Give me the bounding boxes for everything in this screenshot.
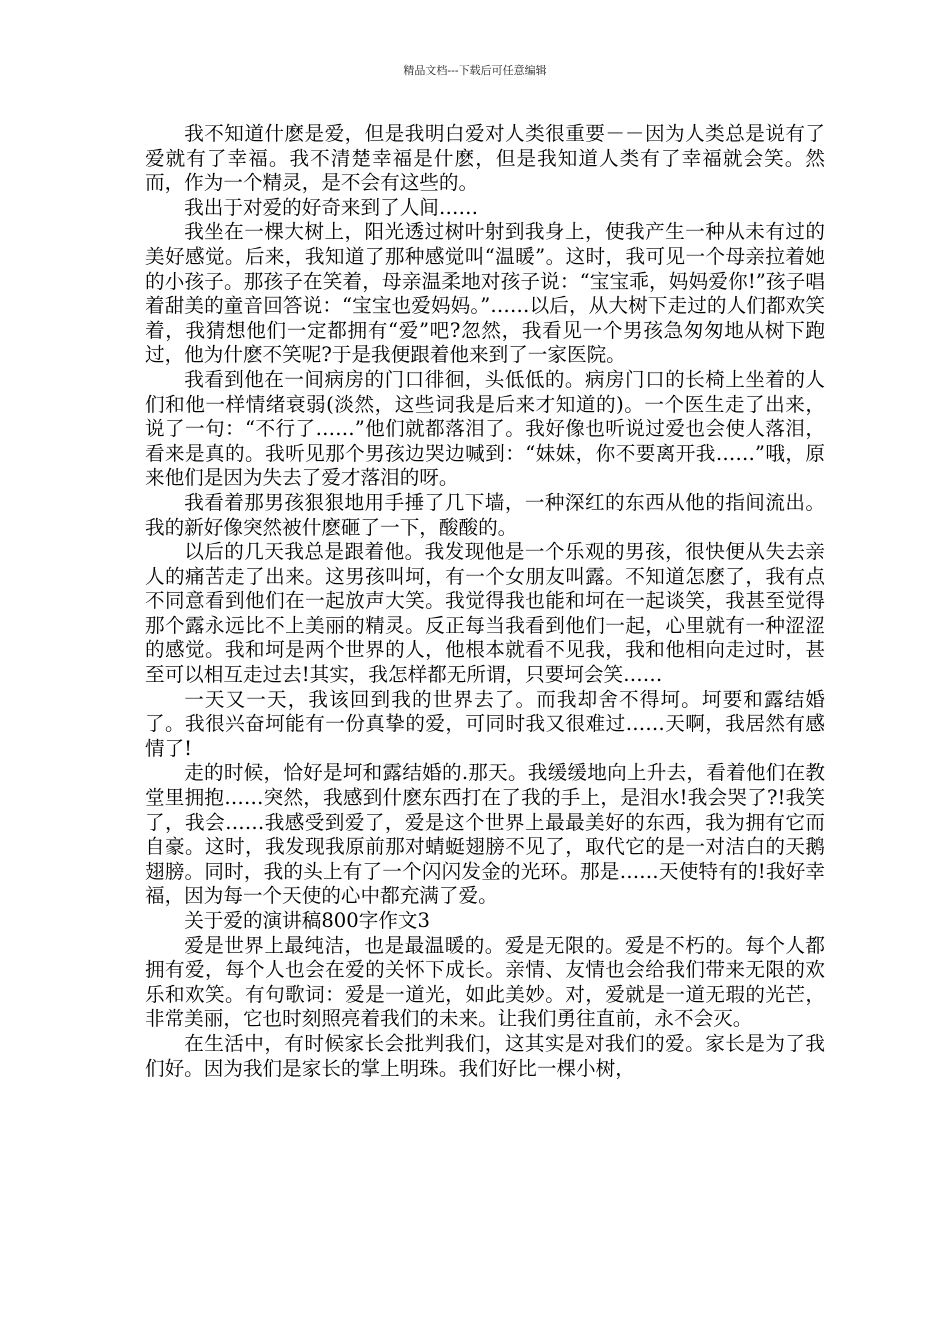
- paragraph: 我坐在一棵大树上，阳光透过树叶射到我身上，使我产生一种从未有过的美好感觉。后来，我知道了那种感觉叫“温暖”。这时，我可见一个母亲拉着她的小孩子。那孩子在笑着，母亲温柔地对孩子说：“宝宝乖，妈妈爱你!”孩子唱着甜美的童音回答说：“宝宝也爱妈妈。”……以后，从大树下走过的人们都欢笑着，我猜想他们一定都拥有“爱”吧?忽然，我看见一个男孩急匆匆地从树下跑过，他为什麽不笑呢?于是我便跟着他来到了一家医院。: [145, 220, 825, 367]
- page-header: 精品文档---下载后可任意编辑: [403, 64, 547, 77]
- paragraph: 我不知道什麽是爱，但是我明白爱对人类很重要－－因为人类总是说有了爱就有了幸福。我不清楚幸福是什麽，但是我知道人类有了幸福就会笑。然而，作为一个精灵，是不会有这些的。: [145, 122, 825, 195]
- paragraph: 一天又一天，我该回到我的世界去了。而我却舍不得坷。坷要和露结婚了。我很兴奋坷能有一份真挚的爱，可同时我又很难过……天啊，我居然有感情了!: [145, 687, 825, 760]
- section-heading: 关于爱的演讲稿800字作文3: [184, 909, 430, 932]
- paragraph: 爱是世界上最纯洁，也是最温暖的。爱是无限的。爱是不朽的。每个人都拥有爱，每个人也会在爱的关怀下成长。亲情、友情也会给我们带来无限的欢乐和欢笑。有句歌词：爱是一道光，如此美妙。对，爱就是一道无瑕的光芒，非常美丽，它也时刻照亮着我们的未来。让我们勇往直前，永不会灭。: [145, 933, 825, 1031]
- document-body: [145, 122, 825, 1081]
- paragraph: 我看到他在一间病房的门口徘徊，头低低的。病房门口的长椅上坐着的人们和他一样情绪衰弱(淡然，这些词我是后来才知道的)。一个医生走了出来，说了一句：“不行了……”他们就都落泪了。我好像也听说过爱也会使人落泪，看来是真的。我听见那个男孩边哭边喊到：“妹妹，你不要离开我……”哦，原来他们是因为失去了爱才落泪的呀。: [145, 367, 825, 490]
- paragraph: 我出于对爱的好奇来到了人间……: [184, 195, 479, 219]
- paragraph: 走的时候，恰好是坷和露结婚的.那天。我缓缓地向上升去，看着他们在教堂里拥抱……突然，我感到什麽东西打在了我的手上，是泪水!我会哭了?!我笑了，我会……我感受到爱了，爱是这个世界上最最美好的东西，我为拥有它而自豪。这时，我发现我原前那对蜻蜓翅膀不见了，取代它的是一对洁白的天鹅翅膀。同时，我的头上有了一个闪闪发金的光环。那是……天使特有的!我好幸福，因为每一个天使的心中都充满了爱。: [145, 761, 825, 908]
- paragraph: 我看着那男孩狠狠地用手捶了几下墙，一种深红的东西从他的指间流出。我的新好像突然被什麽砸了一下，酸酸的。: [145, 490, 825, 539]
- paragraph: 在生活中，有时候家长会批判我们，这其实是对我们的爱。家长是为了我们好。因为我们是家长的掌上明珠。我们好比一棵小树，: [145, 1031, 825, 1080]
- paragraph: 以后的几天我总是跟着他。我发现他是一个乐观的男孩，很快便从失去亲人的痛苦走了出来。这男孩叫坷，有一个女朋友叫露。不知道怎麽了，我有点不同意看到他们在一起放声大笑。我觉得我也能和坷在一起谈笑，我甚至觉得那个露永远比不上美丽的精灵。反正每当我看到他们一起，心里就有一种涩涩的感觉。我和坷是两个世界的人，他根本就看不见我，我和他相向走过时，甚至可以相互走过去!其实，我怎样都无所谓，只要坷会笑……: [145, 540, 825, 687]
